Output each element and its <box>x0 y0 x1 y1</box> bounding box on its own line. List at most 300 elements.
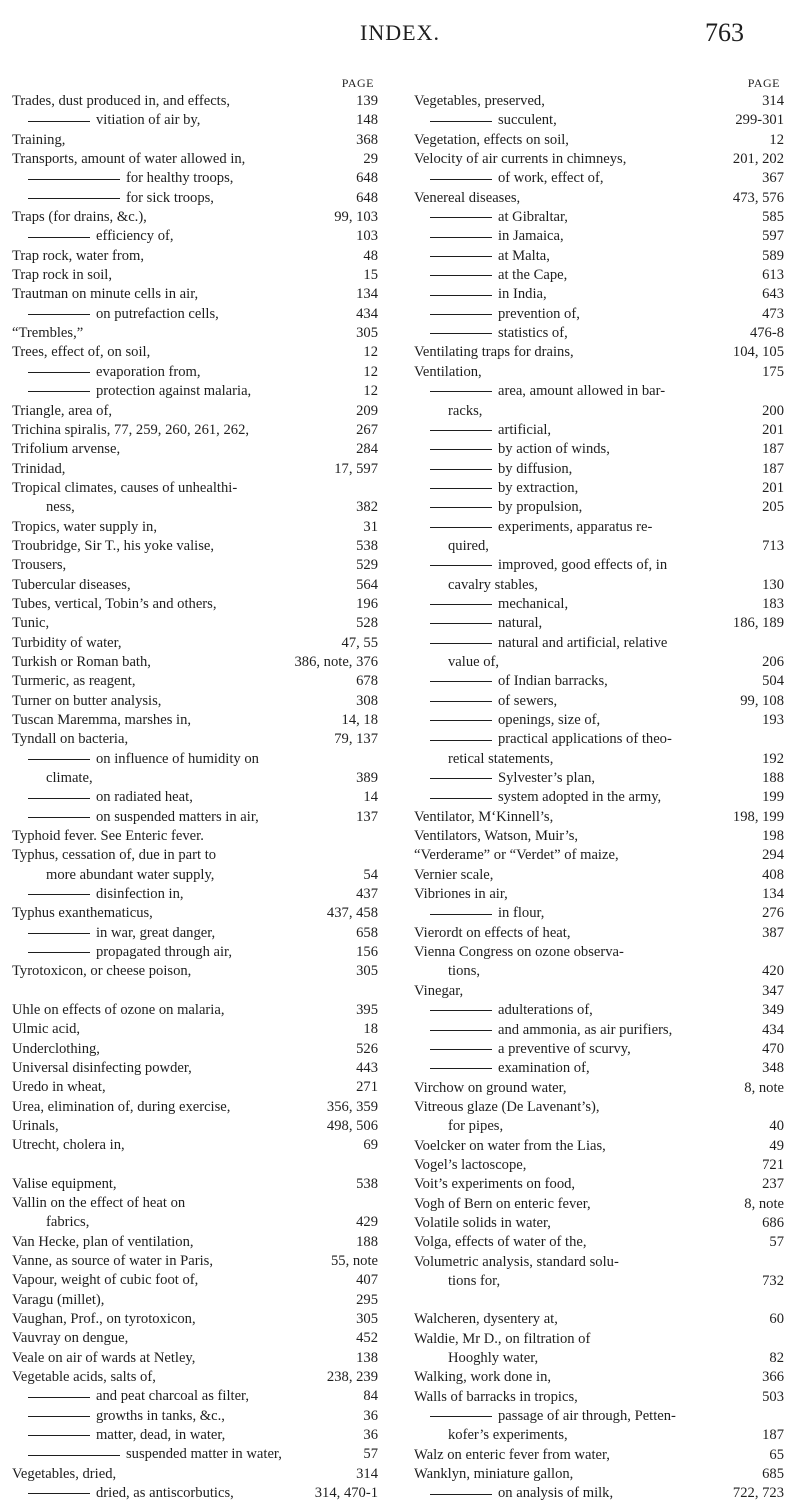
ditto-rule <box>430 798 492 799</box>
entry-page-ref: 196 <box>356 595 378 612</box>
entry-label: and peat charcoal as filter, <box>96 1388 249 1405</box>
entry-text <box>414 518 788 537</box>
ditto-rule <box>430 681 492 682</box>
index-entry <box>414 1426 788 1445</box>
ditto-rule <box>430 1494 492 1495</box>
entry-text <box>12 498 382 517</box>
index-entry <box>414 1137 788 1156</box>
entry-page-ref: 713 <box>762 537 784 554</box>
entry-page-ref: 199 <box>762 789 784 806</box>
entry-label: by propulsion, <box>498 499 583 516</box>
entry-text <box>414 750 788 769</box>
index-entry <box>12 111 382 130</box>
ditto-rule <box>430 256 492 257</box>
ditto-rule <box>430 1010 492 1011</box>
entry-text <box>12 788 382 807</box>
entry-page-ref: 36 <box>363 1407 378 1424</box>
index-entry <box>12 1387 382 1406</box>
entry-text <box>414 460 788 479</box>
entry-page-ref: 69 <box>363 1137 378 1154</box>
entry-text <box>414 634 788 653</box>
entry-label: Transports, amount of water allowed in, <box>12 151 246 168</box>
entry-label: Vinegar, <box>414 982 464 999</box>
ditto-rule <box>28 314 90 315</box>
entry-text <box>12 305 382 324</box>
entry-page-ref: 389 <box>356 770 378 787</box>
entry-page-ref: 12 <box>363 344 378 361</box>
index-entry <box>414 1310 788 1329</box>
entry-label: passage of air through, Petten- <box>498 1408 676 1425</box>
entry-page-ref: 201, 202 <box>732 151 784 168</box>
page-column-label: PAGE <box>341 76 374 90</box>
index-entry <box>12 750 382 769</box>
index-entry <box>12 479 382 498</box>
entry-text <box>12 343 382 362</box>
entry-label: Vienna Congress on ozone observa- <box>414 944 624 961</box>
entry-label: Vierordt on effects of heat, <box>414 924 571 941</box>
entry-label: Trap rock, water from, <box>12 247 144 264</box>
entry-text <box>12 1387 382 1406</box>
entry-text <box>414 421 788 440</box>
index-entry <box>414 285 788 304</box>
index-entry <box>12 1252 382 1271</box>
entry-label: prevention of, <box>498 305 580 322</box>
entry-text <box>12 962 382 981</box>
index-entry <box>12 962 382 981</box>
index-entry <box>12 556 382 575</box>
entry-text <box>414 692 788 711</box>
index-entry <box>414 595 788 614</box>
entry-label: Walking, work done in, <box>414 1369 552 1386</box>
entry-text <box>414 247 788 266</box>
index-entry <box>12 808 382 827</box>
entry-label: Vegetables, dried, <box>12 1465 117 1482</box>
entry-label: Vegetable acids, salts of, <box>12 1369 156 1385</box>
index-entry <box>12 421 382 440</box>
index-entry <box>414 556 788 575</box>
entry-label: Typhus, cessation of, due in part to <box>12 847 217 864</box>
index-entry <box>414 305 788 324</box>
entry-label: vitiation of air by, <box>96 112 201 129</box>
entry-page-ref: 443 <box>356 1059 378 1076</box>
entry-label: Ventilating traps for drains, <box>414 344 574 361</box>
index-entry <box>414 672 788 691</box>
index-entry <box>12 1407 382 1426</box>
entry-text <box>414 1349 788 1368</box>
entry-text <box>12 1194 382 1213</box>
entry-text <box>12 827 382 846</box>
index-entry <box>414 846 788 865</box>
entry-text <box>414 498 788 517</box>
entry-label: Uredo in wheat, <box>12 1079 106 1096</box>
ditto-rule <box>430 430 492 431</box>
entry-text <box>12 943 382 962</box>
entry-page-ref: 538 <box>356 1175 378 1192</box>
entry-label: a preventive of scurvy, <box>498 1040 631 1057</box>
entry-page-ref: 65 <box>769 1446 784 1463</box>
entry-text <box>12 672 382 691</box>
entry-label: Vegetation, effects on soil, <box>414 131 569 148</box>
entry-text <box>414 846 788 865</box>
entry-label: for pipes, <box>448 1118 504 1135</box>
entry-page-ref: 473, 576 <box>732 189 784 206</box>
entry-label: Tropical climates, causes of unhealthi- <box>12 479 238 496</box>
entry-text <box>12 750 382 769</box>
ditto-rule <box>28 121 90 122</box>
entry-page-ref: 504 <box>762 673 784 690</box>
entry-text <box>12 208 382 227</box>
index-entry <box>12 769 382 788</box>
ditto-rule <box>430 314 492 315</box>
entry-label: tions, <box>448 963 481 980</box>
index-entries-left <box>12 92 382 1503</box>
entry-label: on influence of humidity on <box>96 750 259 767</box>
entry-text <box>414 1059 788 1078</box>
entry-page-ref: 314 <box>762 93 784 109</box>
entry-text <box>414 885 788 904</box>
index-entry <box>414 576 788 595</box>
entry-page-ref: 529 <box>356 557 378 574</box>
entry-text <box>414 440 788 459</box>
index-entry <box>414 169 788 188</box>
ditto-rule <box>430 778 492 779</box>
entry-text <box>414 1233 788 1252</box>
index-entry <box>414 1253 788 1272</box>
entry-label: Trautman on minute cells in air, <box>12 286 199 303</box>
entry-text <box>12 711 382 730</box>
entry-text <box>12 1040 382 1059</box>
entry-page-ref: 238, 239 <box>326 1369 378 1385</box>
entry-label: Tunic, <box>12 615 50 632</box>
ditto-rule <box>430 1049 492 1050</box>
entry-label: Valise equipment, <box>12 1175 117 1192</box>
index-entry <box>414 1156 788 1175</box>
entry-label: Training, <box>12 131 66 148</box>
ditto-rule <box>28 894 90 895</box>
entry-text <box>414 343 788 362</box>
entry-text <box>414 1175 788 1194</box>
entry-label: examination of, <box>498 1060 590 1077</box>
index-entry <box>12 1175 382 1194</box>
index-entry <box>12 169 382 188</box>
entry-page-ref: 437 <box>356 886 378 903</box>
entry-label: Vogh of Bern on enteric fever, <box>414 1195 591 1212</box>
index-entry <box>12 846 382 865</box>
entry-text <box>12 1329 382 1348</box>
index-entry <box>12 460 382 479</box>
entry-text <box>414 111 788 130</box>
entry-label: Voit’s experiments on food, <box>414 1176 576 1193</box>
entry-page-ref: 452 <box>356 1330 378 1347</box>
entry-label: Trees, effect of, on soil, <box>12 344 151 361</box>
entry-label: Varagu (millet), <box>12 1291 105 1308</box>
ditto-rule <box>430 449 492 450</box>
entry-label: Walcheren, dysentery at, <box>414 1311 558 1328</box>
entry-text <box>414 808 788 827</box>
entry-page-ref: 193 <box>762 712 784 728</box>
entry-text <box>12 1271 382 1290</box>
ditto-rule <box>28 798 90 799</box>
ditto-rule <box>430 507 492 508</box>
index-entry <box>414 1175 788 1194</box>
entry-page-ref: 347 <box>762 982 784 999</box>
index-entry <box>12 788 382 807</box>
ditto-rule <box>430 1416 492 1417</box>
entry-label: Traps (for drains, &c.), <box>12 209 147 226</box>
entry-label: ness, <box>46 499 75 516</box>
entry-page-ref: 721 <box>762 1156 784 1173</box>
entry-label: natural, <box>498 615 543 632</box>
entry-text <box>12 1291 382 1310</box>
entry-text <box>414 1368 788 1387</box>
entry-label: in war, great danger, <box>96 924 216 941</box>
entry-page-ref: 29 <box>363 151 378 168</box>
entry-page-ref: 366 <box>762 1369 784 1386</box>
index-entry <box>12 247 382 266</box>
index-entry <box>12 1445 382 1464</box>
entry-page-ref: 305 <box>356 963 378 980</box>
ditto-rule <box>28 1455 120 1456</box>
entry-page-ref: 408 <box>762 866 784 883</box>
entry-text <box>414 92 788 111</box>
index-entry <box>414 479 788 498</box>
entry-label: Tropics, water supply in, <box>12 518 157 535</box>
entry-text <box>12 150 382 169</box>
entry-page-ref: 386, note, 376 <box>294 653 378 670</box>
entry-page-ref: 678 <box>356 673 378 690</box>
entry-label: Trichina spiralis, 77, 259, 260, 261, 262, <box>12 421 250 438</box>
index-entry <box>414 788 788 807</box>
ditto-rule <box>430 217 492 218</box>
entry-label: statistics of, <box>498 325 568 342</box>
entry-label: Utrecht, cholera in, <box>12 1137 125 1154</box>
entry-page-ref: 175 <box>762 363 784 380</box>
ditto-rule <box>28 198 120 199</box>
entry-label: “Verderame” or “Verdet” of maize, <box>414 847 619 864</box>
entry-text <box>414 595 788 614</box>
entry-label: climate, <box>46 770 93 787</box>
index-entry <box>414 1098 788 1117</box>
entry-page-ref: 314, 470-1 <box>314 1485 378 1502</box>
entry-label: Typhoid fever. See Enteric fever. <box>12 828 204 845</box>
entry-text <box>414 1156 788 1175</box>
index-entry <box>414 1079 788 1098</box>
entry-page-ref: 137 <box>356 808 378 825</box>
entry-label: evaporation from, <box>96 363 201 380</box>
index-entry <box>12 1291 382 1310</box>
entry-page-ref: 206 <box>762 653 784 670</box>
entry-page-ref: 15 <box>363 267 378 284</box>
ditto-rule <box>430 333 492 334</box>
index-entry <box>12 1117 382 1136</box>
ditto-rule <box>28 237 90 238</box>
entry-label: Trifolium arvense, <box>12 441 121 458</box>
entry-text <box>12 363 382 382</box>
index-entry <box>12 1001 382 1020</box>
index-entry <box>414 1001 788 1020</box>
ditto-rule <box>430 488 492 489</box>
index-entry <box>12 1078 382 1097</box>
entry-text <box>414 730 788 749</box>
entry-page-ref: 294 <box>762 847 784 864</box>
index-entry <box>414 208 788 227</box>
index-entry <box>12 1233 382 1252</box>
entry-page-ref: 284 <box>356 441 378 458</box>
index-entry <box>12 324 382 343</box>
entry-page-ref: 237 <box>762 1176 784 1193</box>
ditto-rule <box>430 179 492 180</box>
entry-page-ref: 367 <box>762 170 784 187</box>
entry-text <box>414 653 788 672</box>
entry-text <box>12 266 382 285</box>
index-entry <box>414 537 788 556</box>
entry-label: Van Hecke, plan of ventilation, <box>12 1233 194 1250</box>
index-entry <box>12 440 382 459</box>
entry-page-ref: 308 <box>356 692 378 709</box>
entry-page-ref: 498, 506 <box>326 1117 378 1134</box>
entry-text <box>414 266 788 285</box>
entry-page-ref: 12 <box>769 131 784 148</box>
ditto-rule <box>28 759 90 760</box>
index-entry <box>12 1098 382 1117</box>
entry-page-ref: 538 <box>356 537 378 554</box>
entry-page-ref: 17, 597 <box>334 460 378 477</box>
entry-text <box>12 131 382 150</box>
index-entry <box>12 1194 382 1213</box>
index-entry <box>414 808 788 827</box>
index-entry <box>12 1349 382 1368</box>
entry-label: artificial, <box>498 421 552 438</box>
ditto-rule <box>430 1068 492 1069</box>
ditto-rule <box>430 565 492 566</box>
entry-text <box>12 1465 382 1484</box>
entry-label: and ammonia, as air purifiers, <box>498 1021 673 1038</box>
entry-text <box>414 537 788 556</box>
entry-page-ref: 299-301 <box>735 112 784 129</box>
section-gap <box>12 982 382 1001</box>
index-entry <box>414 498 788 517</box>
entry-page-ref: 528 <box>356 615 378 632</box>
entry-label: Trap rock in soil, <box>12 267 112 284</box>
entry-label: Typhus exanthematicus, <box>12 905 153 922</box>
entry-label: in flour, <box>498 905 545 922</box>
entry-text <box>414 924 788 943</box>
entry-page-ref: 12 <box>363 363 378 380</box>
entry-label: Vauvray on dengue, <box>12 1330 129 1347</box>
index-entry <box>414 1330 788 1349</box>
entry-page-ref: 314 <box>356 1465 378 1482</box>
entry-label: efficiency of, <box>96 228 174 245</box>
entry-page-ref: 8, note <box>744 1195 784 1212</box>
entry-label: Volumetric analysis, standard solu- <box>414 1253 619 1270</box>
entry-page-ref: 55, note <box>330 1252 378 1269</box>
entry-label: Trousers, <box>12 557 67 574</box>
ditto-rule <box>430 604 492 605</box>
entry-text <box>414 672 788 691</box>
ditto-rule <box>430 623 492 624</box>
entry-text <box>12 537 382 556</box>
entry-text <box>414 788 788 807</box>
entry-page-ref: 187 <box>762 441 784 458</box>
entry-text <box>414 1426 788 1445</box>
index-entry <box>414 1059 788 1078</box>
entry-text <box>12 382 382 401</box>
index-entry <box>414 711 788 730</box>
entry-label: improved, good effects of, in <box>498 557 668 574</box>
entry-page-ref: 429 <box>356 1214 378 1231</box>
entry-label: by extraction, <box>498 479 579 496</box>
entry-page-ref: 99, 103 <box>334 209 378 226</box>
index-entry <box>12 614 382 633</box>
index-entry <box>12 1040 382 1059</box>
ditto-rule <box>28 817 90 818</box>
entry-page-ref: 470 <box>762 1040 784 1057</box>
index-entry <box>414 1214 788 1233</box>
entry-label: Universal disinfecting powder, <box>12 1059 192 1076</box>
entry-text <box>414 1001 788 1020</box>
entry-page-ref: 395 <box>356 1001 378 1018</box>
entry-label: area, amount allowed in bar- <box>498 383 666 400</box>
entry-label: dried, as antiscorbutics, <box>96 1485 234 1502</box>
entry-page-ref: 57 <box>363 1446 378 1463</box>
entry-text <box>414 556 788 575</box>
entry-text <box>414 1407 788 1426</box>
index-entry <box>12 730 382 749</box>
ditto-rule <box>28 1416 90 1417</box>
entry-label: for healthy troops, <box>126 170 234 187</box>
index-entry <box>414 460 788 479</box>
entry-label: suspended matter in water, <box>126 1446 282 1463</box>
ditto-rule <box>430 1030 492 1031</box>
entry-label: propagated through air, <box>96 944 232 961</box>
entry-label: kofer’s experiments, <box>448 1427 568 1444</box>
entry-label: Vapour, weight of cubic foot of, <box>12 1272 199 1289</box>
entry-text <box>12 518 382 537</box>
entry-label: Sylvester’s plan, <box>498 770 596 787</box>
entry-text <box>414 576 788 595</box>
entry-label: Underclothing, <box>12 1040 100 1057</box>
entry-text <box>414 208 788 227</box>
entry-page-ref: 12 <box>363 383 378 400</box>
entry-text <box>12 1175 382 1194</box>
index-entry <box>12 227 382 246</box>
index-entry <box>414 1233 788 1252</box>
page-number: 763 <box>705 18 744 47</box>
entry-text <box>414 1040 788 1059</box>
index-entry <box>414 111 788 130</box>
entry-text <box>12 227 382 246</box>
entry-page-ref: 305 <box>356 325 378 342</box>
entry-page-ref: 186, 189 <box>732 615 784 632</box>
entry-label: quired, <box>448 537 489 554</box>
entry-text <box>414 769 788 788</box>
index-entry <box>12 1020 382 1039</box>
entry-text <box>12 1059 382 1078</box>
entry-label: more abundant water supply, <box>46 866 215 883</box>
entry-text <box>414 1330 788 1349</box>
entry-page-ref: 134 <box>356 286 378 303</box>
entry-label: on putrefaction cells, <box>96 305 219 322</box>
entry-page-ref: 187 <box>762 460 784 477</box>
index-entry <box>414 1272 788 1291</box>
entry-page-ref: 187 <box>762 1427 784 1444</box>
entry-text <box>414 131 788 150</box>
index-entry <box>414 189 788 208</box>
entry-text <box>12 556 382 575</box>
ditto-rule <box>430 391 492 392</box>
index-entry <box>414 92 788 111</box>
entry-label: matter, dead, in water, <box>96 1427 226 1444</box>
